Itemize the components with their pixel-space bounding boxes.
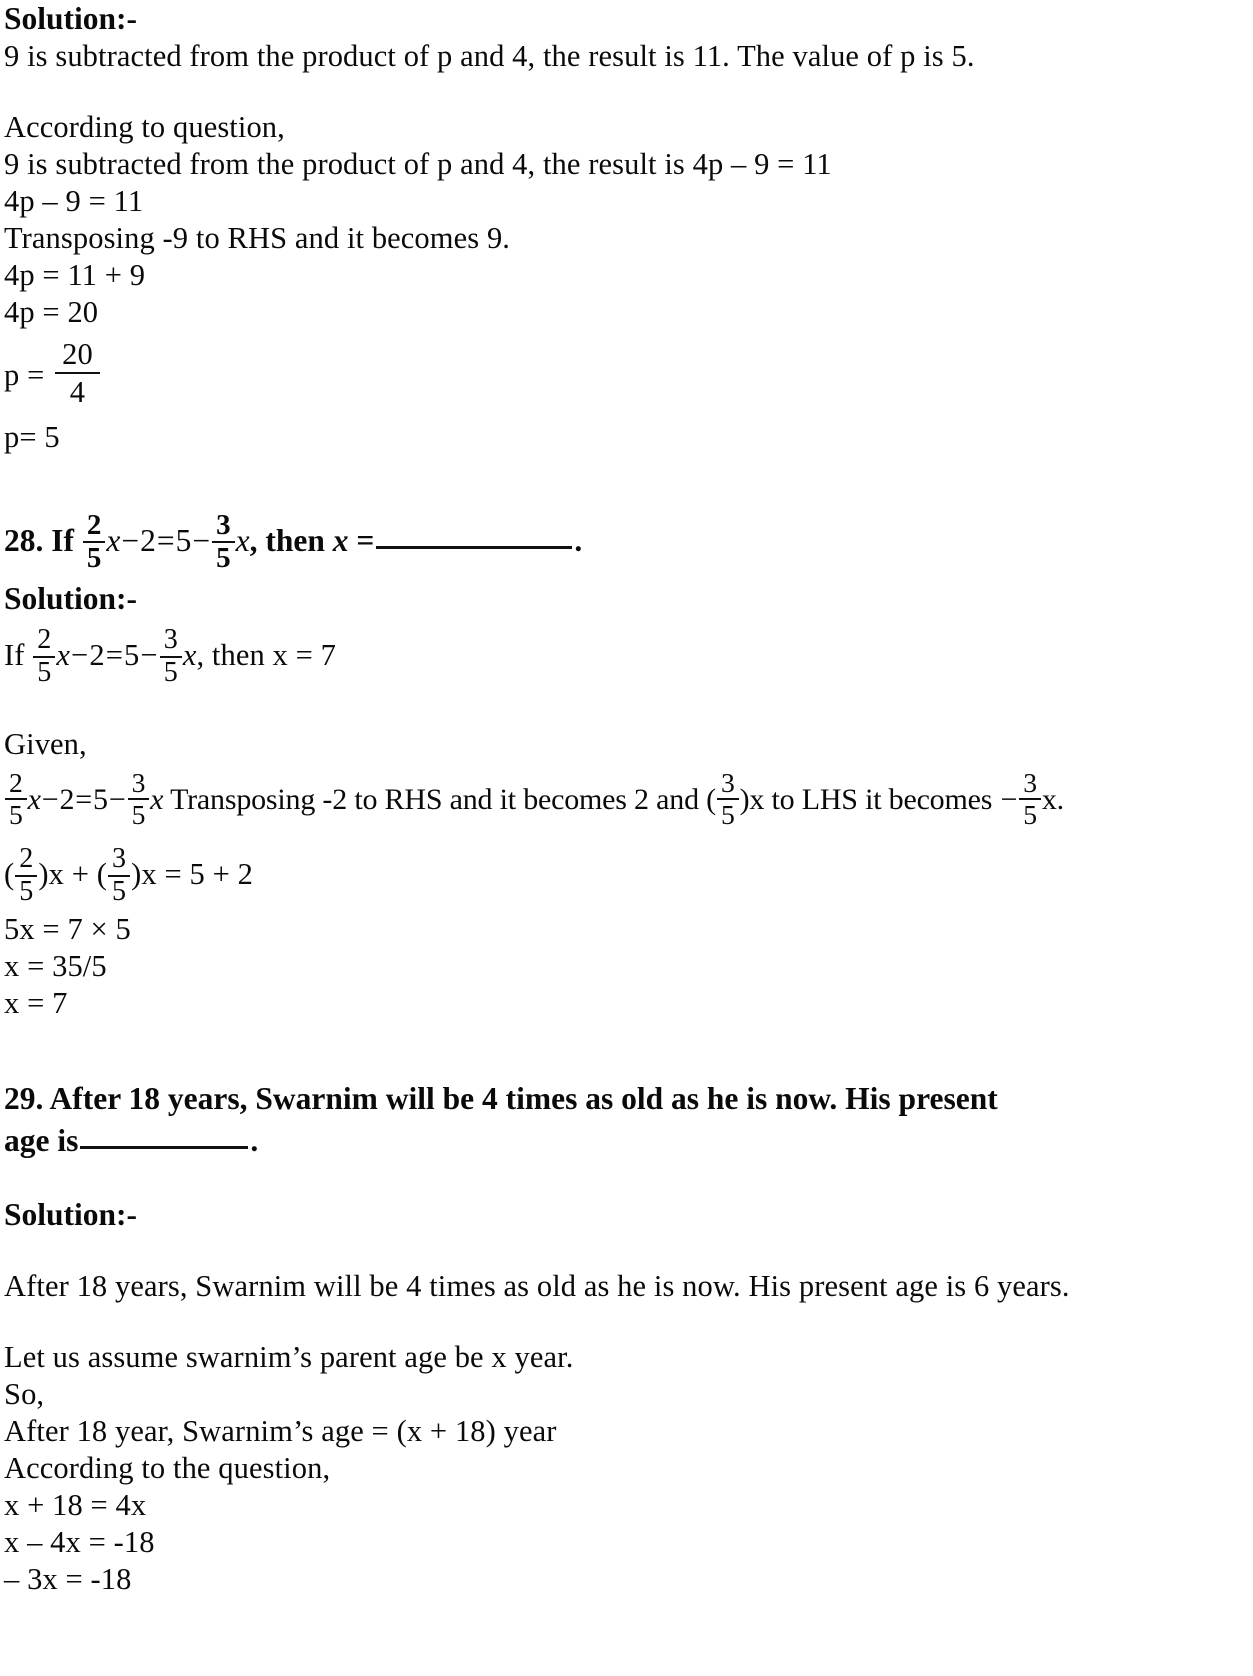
- variable-x: x: [56, 638, 71, 672]
- question-28-number: 28.: [4, 523, 44, 558]
- fraction-denominator: 5: [83, 541, 106, 574]
- fraction-2-over-5: [33, 626, 55, 687]
- fraction-step-lhs: p =: [4, 358, 53, 392]
- solution-heading-q27: Solution:-: [4, 1, 138, 36]
- fraction-3-over-5: [717, 769, 739, 829]
- rhs-constant-5: 5: [124, 638, 140, 672]
- equals-sign: =: [356, 523, 375, 558]
- fraction-20-over-4: [55, 338, 100, 408]
- final-step-q27: p= 5: [4, 420, 60, 454]
- rhs-constant-5: 5: [93, 783, 108, 816]
- spacer: [4, 1305, 1247, 1339]
- answer-line-q29: After 18 years, Swarnim will be 4 times as old as he is now. His present age is 6 years.: [4, 1269, 1070, 1303]
- transpose-text-b: )x to LHS it becomes: [739, 783, 993, 816]
- answer-blank-q28[interactable]: [376, 546, 572, 549]
- fraction-3-over-5: [212, 508, 235, 575]
- minus-operator: −: [121, 523, 140, 558]
- variable-x: x: [106, 523, 121, 558]
- fraction-3-over-5: [108, 845, 130, 906]
- minus-operator: −: [71, 638, 89, 672]
- step-line: x – 4x = -18: [4, 1525, 155, 1559]
- close-paren-result: )x = 5 + 2: [131, 857, 253, 891]
- solution-heading-q28: Solution:-: [4, 581, 138, 616]
- question-29-heading: [4, 1078, 1247, 1162]
- fraction-numerator: 3: [131, 767, 146, 799]
- step-line: 5x = 7 × 5: [4, 912, 131, 946]
- variable-x: x: [182, 638, 197, 672]
- term-2: 2: [140, 523, 156, 558]
- fraction-numerator: 3: [112, 843, 127, 875]
- combine-step-q28: [4, 837, 1247, 911]
- period: .: [574, 523, 583, 558]
- answer-line-q28: [4, 618, 1247, 692]
- spacer: [4, 75, 1247, 109]
- transpose-text-a: Transposing -2 to RHS and it becomes 2 and (: [170, 783, 716, 816]
- close-paren-plus: )x + (: [38, 857, 108, 891]
- fraction-numerator: 2: [86, 508, 102, 541]
- period: .: [250, 1123, 259, 1158]
- fraction-numerator: 3: [1023, 767, 1037, 799]
- term-2: 2: [59, 783, 75, 816]
- variable-label-x: x: [332, 523, 349, 558]
- fraction-numerator: 20: [62, 336, 93, 371]
- fraction-numerator: 3: [163, 624, 178, 656]
- step-line: Let us assume swarnim’s parent age be x year.: [4, 1340, 574, 1374]
- fraction-denominator: 4: [55, 372, 100, 408]
- spacer: [4, 1234, 1247, 1268]
- minus-operator: −: [1000, 783, 1018, 816]
- step-line: – 3x = -18: [4, 1562, 132, 1596]
- fraction-denominator: 5: [33, 656, 55, 688]
- step-line: So,: [4, 1377, 45, 1411]
- fraction-denominator: 5: [160, 656, 182, 688]
- answer-blank-q29[interactable]: [80, 1146, 248, 1149]
- fraction-denominator: 5: [717, 798, 739, 829]
- question-29-line2-wrap: [4, 1120, 1247, 1162]
- spacer: [4, 692, 1247, 726]
- open-paren: (: [4, 857, 15, 891]
- fraction-denominator: 5: [5, 798, 27, 829]
- fraction-3-over-5: [1019, 769, 1041, 829]
- spacer: [4, 1162, 1247, 1196]
- equals-operator: =: [75, 783, 93, 816]
- fraction-2-over-5: [83, 508, 106, 575]
- minus-operator: −: [140, 638, 158, 672]
- fraction-3-over-5: [160, 626, 182, 687]
- fraction-numerator: 2: [37, 624, 52, 656]
- variable-x: x: [235, 523, 250, 558]
- step-line: 4p – 9 = 11: [4, 184, 144, 218]
- question-29-title-line2-prefix: age is: [4, 1123, 79, 1158]
- variable-x: x: [150, 783, 164, 816]
- question-29-number: 29.: [4, 1081, 44, 1116]
- step-line: According to the question,: [4, 1451, 331, 1485]
- minus-operator: −: [41, 783, 59, 816]
- solution-heading-q29: Solution:-: [4, 1197, 138, 1232]
- fraction-numerator: 3: [720, 767, 735, 799]
- variable-x: x: [27, 783, 41, 816]
- question-28-prefix: If: [51, 523, 74, 558]
- spacer: [4, 1022, 1247, 1078]
- fraction-denominator: 5: [212, 541, 235, 574]
- step-line: 4p = 11 + 9: [4, 258, 146, 292]
- fraction-denominator: 5: [108, 875, 130, 907]
- fraction-denominator: 5: [15, 875, 37, 907]
- given-label-q28: Given,: [4, 727, 87, 761]
- fraction-step-q27: [4, 331, 1247, 419]
- minus-operator: −: [192, 523, 211, 558]
- fraction-numerator: 2: [19, 843, 34, 875]
- minus-operator: −: [108, 783, 126, 816]
- question-29-title-line1: After 18 years, Swarnim will be 4 times as old as he is now. His present: [49, 1081, 998, 1116]
- fraction-denominator: 5: [1019, 798, 1041, 829]
- step-line: x = 7: [4, 986, 68, 1020]
- transpose-line-q28: [4, 763, 1247, 837]
- step-line: 4p = 20: [4, 295, 99, 329]
- answer-line-q27: 9 is subtracted from the product of p and 4, the result is 11. The value of p is 5.: [4, 39, 975, 73]
- fraction-denominator: 5: [128, 798, 150, 829]
- term-2: 2: [89, 638, 105, 672]
- step-line: 9 is subtracted from the product of p and 4, the result is 4p – 9 = 11: [4, 147, 832, 181]
- fraction-2-over-5: [15, 845, 37, 906]
- fraction-numerator: 2: [9, 767, 23, 799]
- steps-intro-q27: According to question,: [4, 110, 285, 144]
- equals-operator: =: [105, 638, 124, 672]
- rhs-constant-5: 5: [175, 523, 192, 558]
- answer-prefix: If: [4, 638, 25, 672]
- step-line: After 18 year, Swarnim’s age = (x + 18) year: [4, 1414, 557, 1448]
- fraction-numerator: 3: [216, 508, 231, 541]
- fraction-2-over-5: [5, 769, 27, 829]
- question-28-heading: [4, 502, 1247, 580]
- question-28-suffix: , then: [249, 523, 325, 558]
- transpose-text-c: x.: [1041, 783, 1064, 816]
- step-line: x = 35/5: [4, 949, 107, 983]
- step-line: Transposing -9 to RHS and it becomes 9.: [4, 221, 511, 255]
- fraction-3-over-5: [128, 769, 150, 829]
- question-29-line1-wrap: [4, 1078, 1247, 1120]
- answer-suffix: , then x = 7: [196, 638, 337, 672]
- equals-operator: =: [156, 523, 175, 558]
- step-line: x + 18 = 4x: [4, 1488, 147, 1522]
- spacer: [4, 456, 1247, 502]
